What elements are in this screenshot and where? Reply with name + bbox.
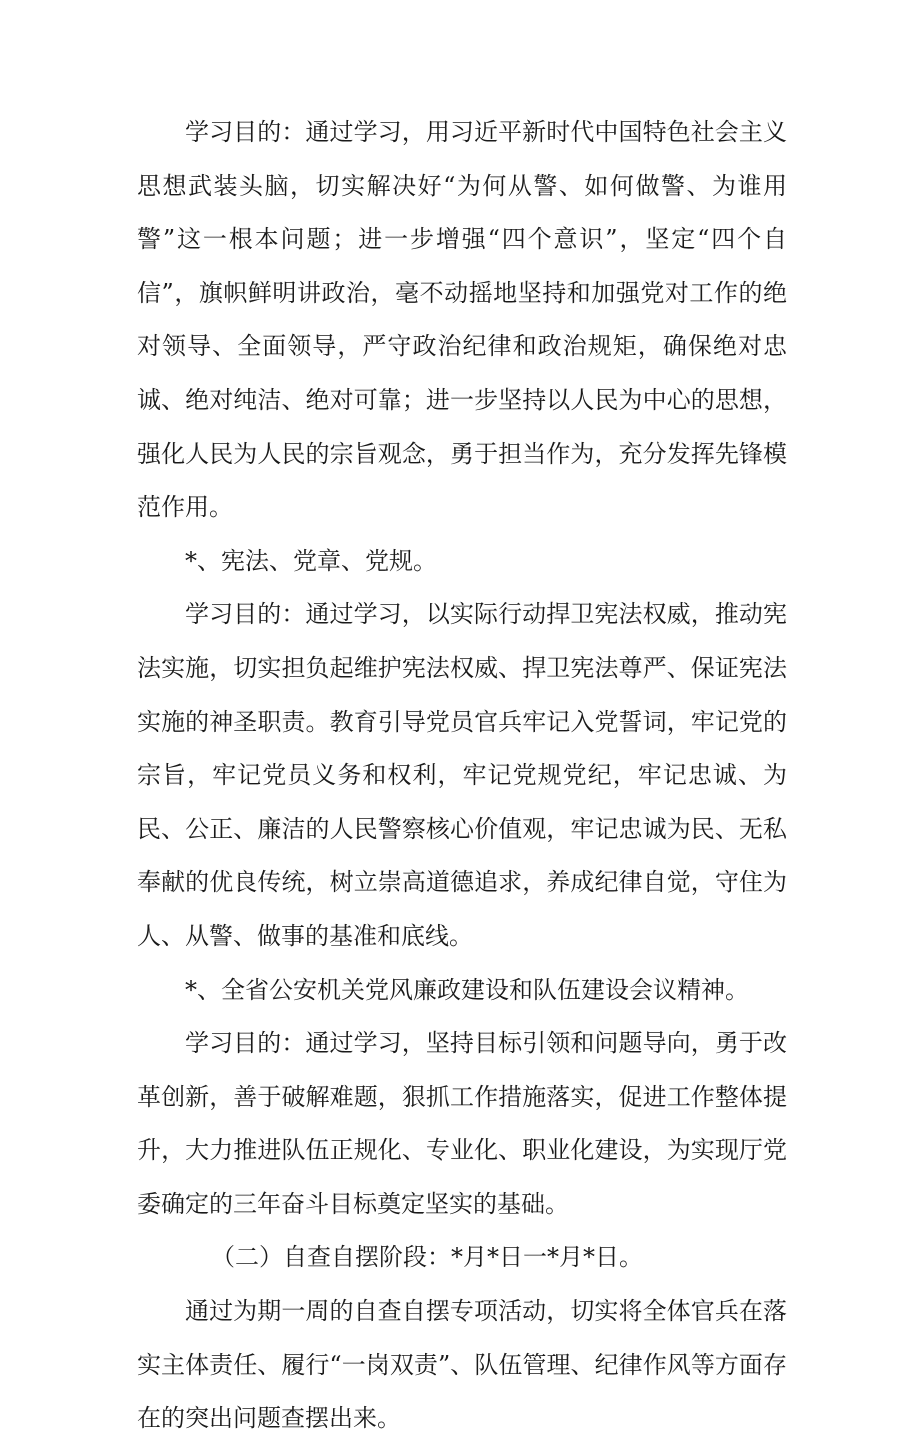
paragraph-study-goal-1: 学习目的：通过学习，用习近平新时代中国特色社会主义思想武装头脑，切实解决好“为何从警、如何做警、为谁用警”这一根本问题；进一步增强“四个意识”，坚定“四个自信”，旗帜鲜明讲政治，毫不动摇地坚持和加强党对工作的绝对领导、全面领导，严守政治纪律和政治规矩，确保绝对忠诚、绝对纯洁、绝对可靠；进一步坚持以人民为中心的思想，强化人民为人民的宗旨观念，勇于担当作为，充分发挥先锋模范作用。 (137, 118, 787, 522)
document-body (137, 106, 787, 1446)
section-heading-self-check: （二）自查自摆阶段：*月*日一*月*日。 (211, 1243, 643, 1272)
item-provincial-meeting: *、全省公安机关党风廉政建设和队伍建设会议精神。 (185, 975, 749, 1004)
item-constitution-charter: *、宪法、党章、党规。 (185, 546, 437, 575)
paragraph-study-goal-2: 学习目的：通过学习，以实际行动捍卫宪法权威，推动宪法实施，切实担负起维护宪法权威、捍卫宪法尊严、保证宪法实施的神圣职责。教育引导党员官兵牢记入党誓词，牢记党的宗旨，牢记党员义务和权利，牢记党规党纪，牢记忠诚、为民、公正、廉洁的人民警察核心价值观，牢记忠诚为民、无私奉献的优良传统，树立崇高道德追求，养成纪律自觉，守住为人、从警、做事的基准和底线。 (137, 600, 787, 950)
paragraph-study-goal-3: 学习目的：通过学习，坚持目标引领和问题导向，勇于改革创新，善于破解难题，狠抓工作措施落实，促进工作整体提升，大力推进队伍正规化、专业化、职业化建设，为实现厅党委确定的三年奋斗目标奠定坚实的基础。 (137, 1029, 787, 1218)
paragraph-self-check: 通过为期一周的自查自摆专项活动，切实将全体官兵在落实主体责任、履行“一岗双责”、队伍管理、纪律作风等方面存在的突出问题查摆出来。 (137, 1297, 787, 1433)
